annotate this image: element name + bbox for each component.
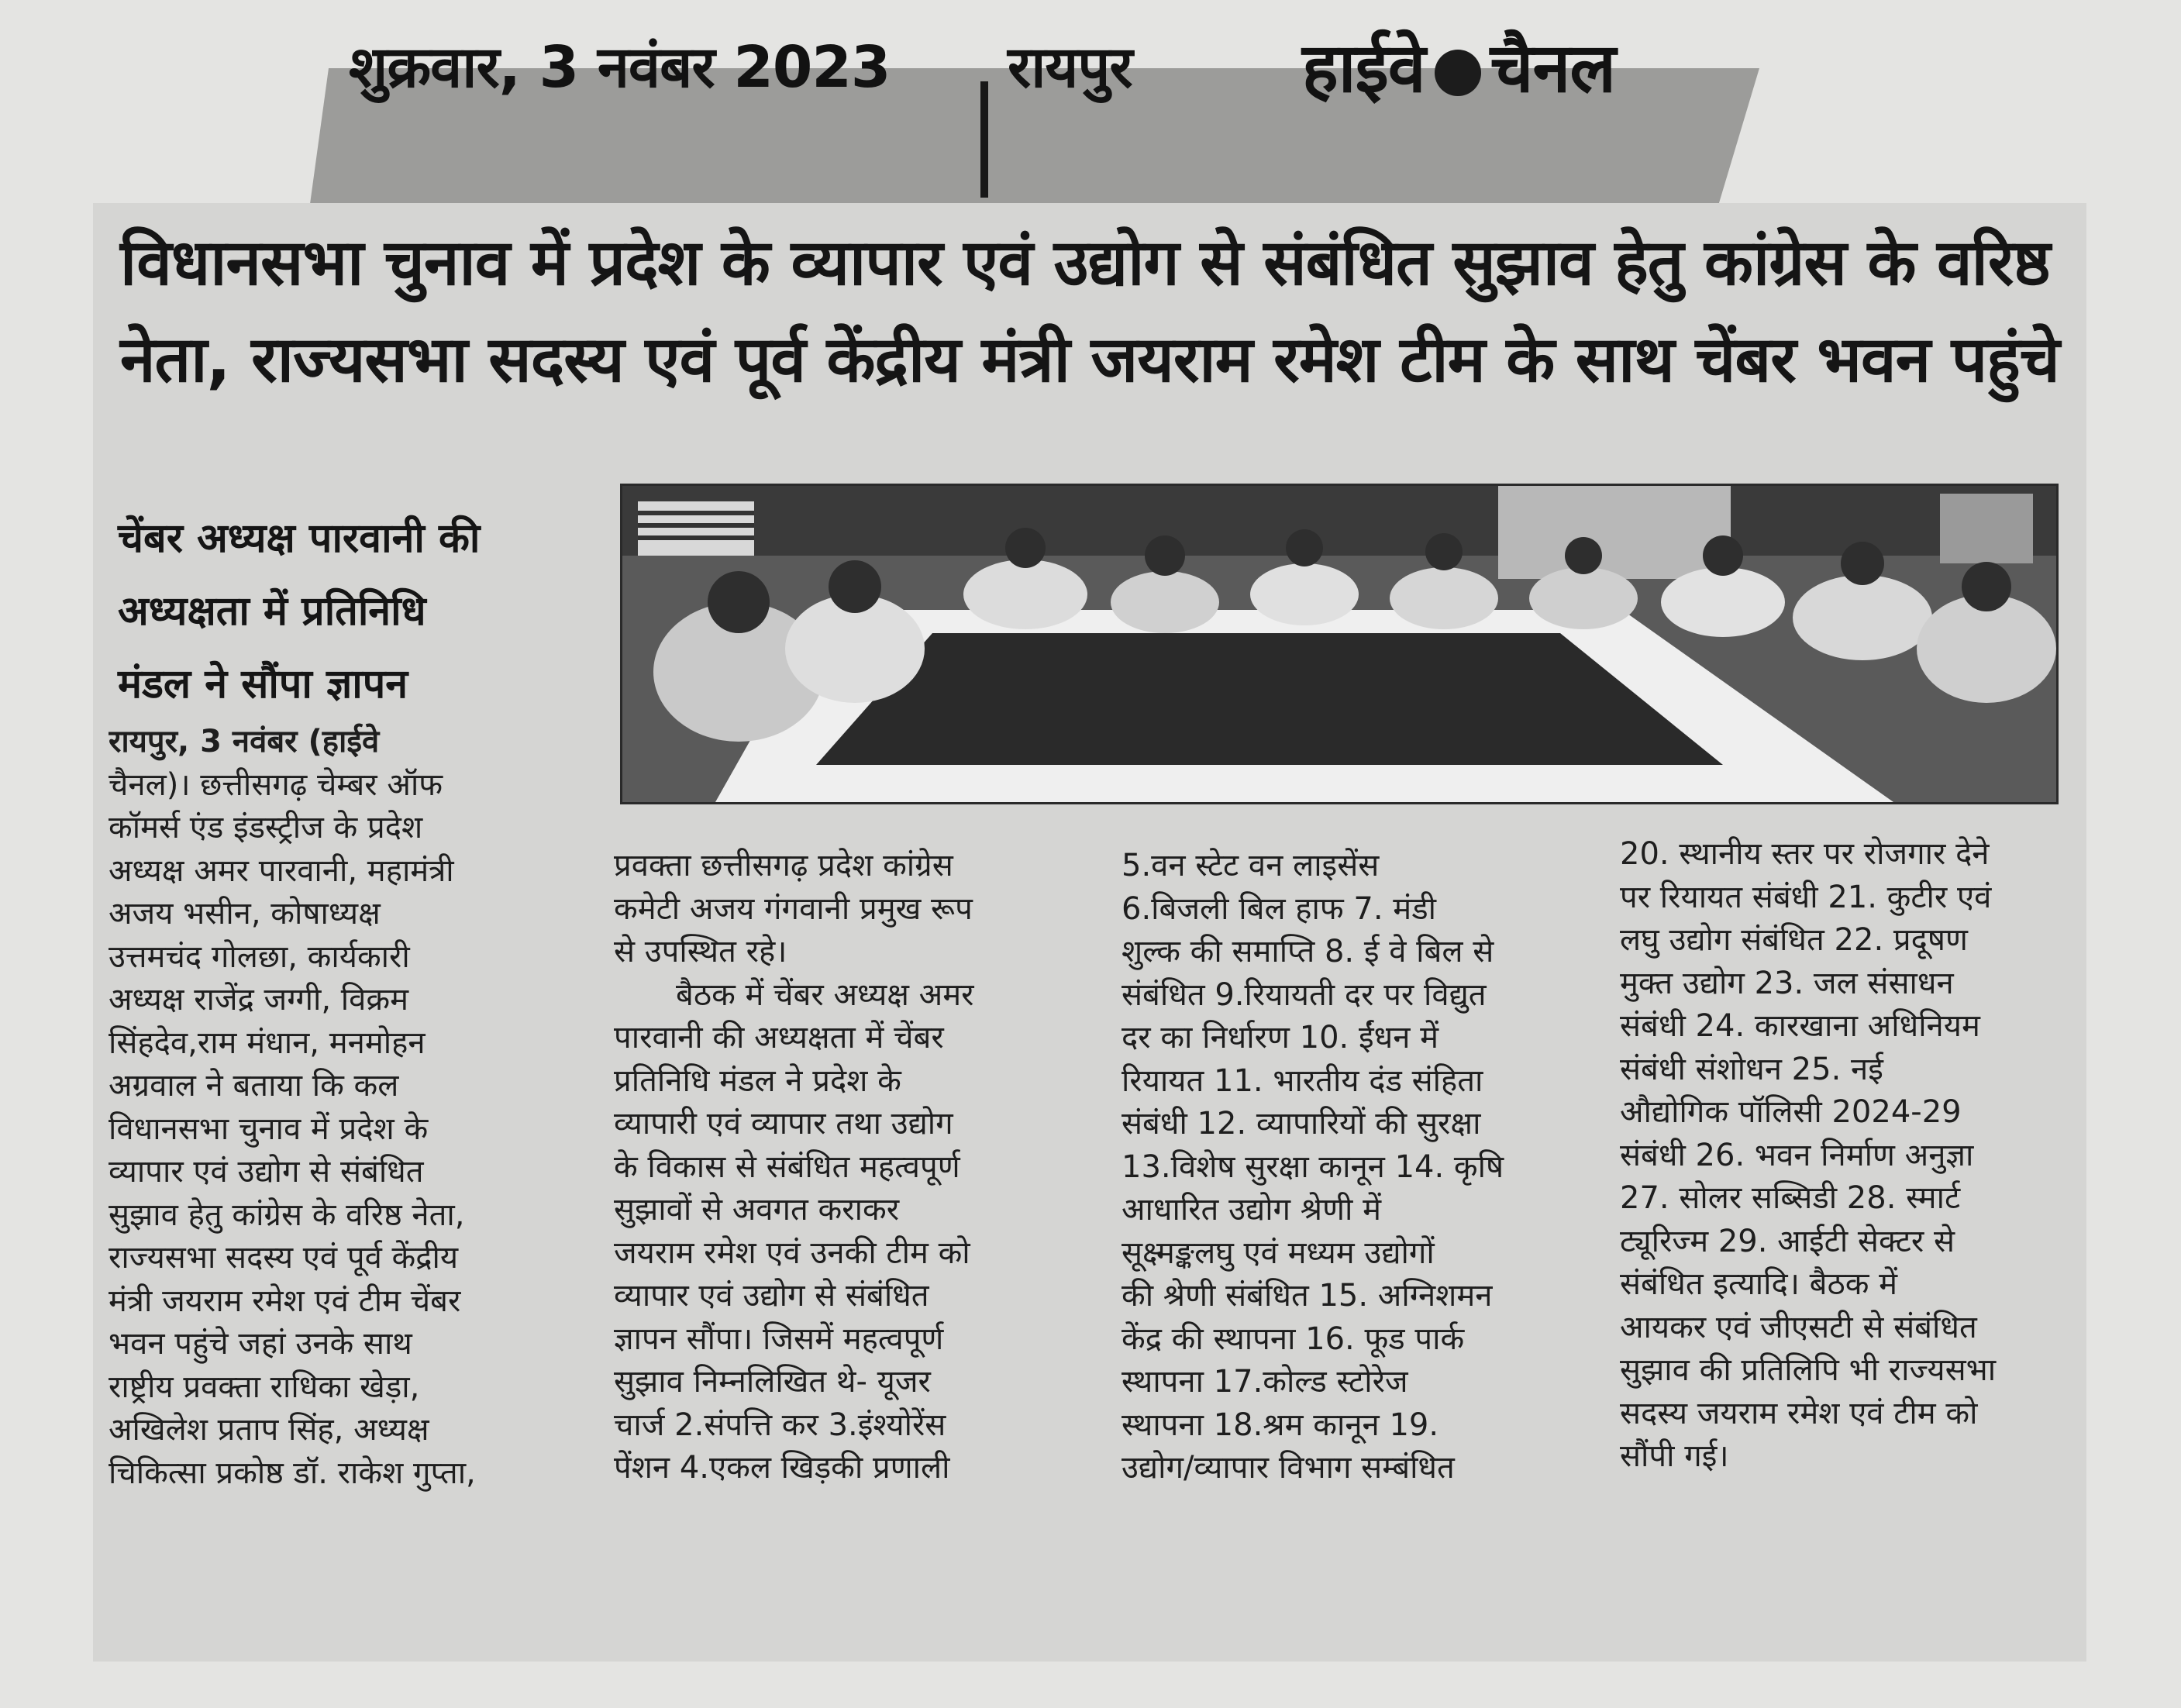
column-line: सुझाव निम्नलिखित थे- यूजर bbox=[614, 1364, 931, 1400]
column-line: कमेटी अजय गंगवानी प्रमुख रूप bbox=[614, 890, 973, 927]
column-line: चिकित्सा प्रकोष्ठ डॉ. राकेश गुप्ता, bbox=[109, 1455, 476, 1491]
column-line: मुक्त उद्योग 23. जल संसाधन bbox=[1620, 965, 1954, 1001]
column-line: चार्ज 2.संपत्ति कर 3.इंश्योरेंस bbox=[614, 1407, 946, 1443]
column-line: स्थापना 18.श्रम कानून 19. bbox=[1122, 1407, 1439, 1443]
column-line: पेंशन 4.एकल खिड़की प्रणाली bbox=[614, 1450, 950, 1486]
dateline: रायपुर, 3 नवंबर (हाईवे bbox=[109, 724, 380, 759]
column-line: पर रियायत संबंधी 21. कुटीर एवं bbox=[1620, 879, 1992, 915]
column-line: राष्ट्रीय प्रवक्ता राधिका खेड़ा, bbox=[109, 1369, 420, 1405]
column-line: सौंपी गई। bbox=[1620, 1438, 1729, 1474]
article-column-1 bbox=[109, 721, 574, 1495]
column-line: सुझाव हेतु कांग्रेस के वरिष्ठ नेता, bbox=[109, 1197, 465, 1233]
column-line: उत्तमचंद गोलछा, कार्यकारी bbox=[109, 938, 410, 975]
column-line: औद्योगिक पॉलिसी 2024-29 bbox=[1620, 1094, 1962, 1130]
column-line: भवन पहुंचे जहां उनके साथ bbox=[109, 1326, 412, 1362]
column-line: कॉमर्स एंड इंडस्ट्रीज के प्रदेश bbox=[109, 810, 423, 845]
column-line: प्रतिनिधि मंडल ने प्रदेश के bbox=[614, 1062, 901, 1099]
column-line: आधारित उद्योग श्रेणी में bbox=[1122, 1192, 1382, 1228]
column-line: सिंहदेव,राम मंधान, मनमोहन bbox=[109, 1024, 426, 1061]
column-line: बैठक में चेंबर अध्यक्ष अमर bbox=[676, 976, 974, 1013]
column-line: 27. सोलर सब्सिडी 28. स्मार्ट bbox=[1620, 1180, 1961, 1216]
column-line: संबंधी 12. व्यापारियों की सुरक्षा bbox=[1122, 1106, 1481, 1142]
column-line: अध्यक्ष अमर पारवानी, महामंत्री bbox=[109, 852, 454, 889]
column-line: अखिलेश प्रताप सिंह, अध्यक्ष bbox=[109, 1412, 429, 1448]
column-line: 5.वन स्टेट वन लाइसेंस bbox=[1122, 848, 1380, 883]
column-line: व्यापारी एवं व्यापार तथा उद्योग bbox=[614, 1106, 953, 1142]
meeting-photo-image bbox=[622, 486, 2056, 802]
headline-line-1: विधानसभा चुनाव में प्रदेश के व्यापार एवं उद्योग से संबंधित सुझाव हेतु कांग्रेस के वरिष्ठ bbox=[120, 226, 2050, 300]
article-column-2 bbox=[614, 845, 1079, 1490]
column-line: विधानसभा चुनाव में प्रदेश के bbox=[109, 1111, 429, 1147]
column-line: 20. स्थानीय स्तर पर रोजगार देने bbox=[1620, 836, 1990, 872]
pen-logo-icon bbox=[1435, 50, 1481, 96]
column-line: सदस्य जयराम रमेश एवं टीम को bbox=[1620, 1395, 1978, 1431]
column-line: 6.बिजली बिल हाफ 7. मंडी bbox=[1122, 890, 1436, 927]
column-line: सुझाव की प्रतिलिपि भी राज्यसभा bbox=[1620, 1352, 1997, 1388]
subhead-line: चेंबर अध्यक्ष पारवानी की bbox=[118, 515, 481, 562]
article-column-4 bbox=[1620, 833, 2085, 1479]
column-line: ट्यूरिज्म 29. आईटी सेक्टर से bbox=[1620, 1223, 1955, 1259]
masthead-brand bbox=[1302, 0, 1615, 136]
column-line: केंद्र की स्थापना 16. फूड पार्क bbox=[1122, 1321, 1465, 1357]
column-line: सुझावों से अवगत कराकर bbox=[614, 1192, 900, 1228]
subhead-line: अध्यक्षता में प्रतिनिधि bbox=[118, 588, 426, 635]
column-line: ज्ञापन सौंपा। जिसमें महत्वपूर्ण bbox=[614, 1321, 944, 1357]
column-line: संबंधित इत्यादि। बैठक में bbox=[1620, 1266, 1898, 1302]
column-line: से उपस्थित रहे। bbox=[614, 934, 787, 969]
column-line: उद्योग/व्यापार विभाग सम्बंधित bbox=[1122, 1450, 1455, 1486]
column-line: जयराम रमेश एवं उनकी टीम को bbox=[614, 1235, 970, 1271]
column-line: आयकर एवं जीएसटी से संबंधित bbox=[1620, 1309, 1977, 1345]
masthead-city: रायपुर bbox=[1008, 34, 1132, 101]
column-line: मंत्री जयराम रमेश एवं टीम चेंबर bbox=[109, 1283, 461, 1319]
brand-word-left: हाईवे bbox=[1302, 28, 1425, 108]
column-line: राज्यसभा सदस्य एवं पूर्व केंद्रीय bbox=[109, 1240, 459, 1276]
column-line: की श्रेणी संबंधित 15. अग्निशमन bbox=[1122, 1278, 1493, 1314]
column-line: अध्यक्ष राजेंद्र जग्गी, विक्रम bbox=[109, 982, 409, 1018]
column-line: स्थापना 17.कोल्ड स्टोरेज bbox=[1122, 1364, 1408, 1400]
column-line: अजय भसीन, कोषाध्यक्ष bbox=[109, 896, 381, 931]
column-line: प्रवक्ता छत्तीसगढ़ प्रदेश कांग्रेस bbox=[614, 848, 953, 883]
column-line: शुल्क की समाप्ति 8. ई वे बिल से bbox=[1122, 934, 1494, 969]
headline-line-2: नेता, राज्यसभा सदस्य एवं पूर्व केंद्रीय मंत्री जयराम रमेश टीम के साथ चेंबर भवन पहुंचे bbox=[120, 323, 2059, 397]
column-line: संबंधी संशोधन 25. नई bbox=[1620, 1051, 1883, 1087]
meeting-photo bbox=[620, 484, 2059, 804]
column-line: अग्रवाल ने बताया कि कल bbox=[109, 1068, 399, 1104]
column-line: लघु उद्योग संबंधित 22. प्रदूषण bbox=[1620, 922, 1968, 958]
masthead-divider bbox=[980, 81, 988, 198]
column-line: सूक्ष्मङ्कलघु एवं मध्यम उद्योगों bbox=[1122, 1235, 1435, 1271]
brand-word-right: चैनल bbox=[1490, 28, 1616, 108]
column-line: संबंधित 9.रियायती दर पर विद्युत bbox=[1122, 976, 1487, 1013]
column-line: पारवानी की अध्यक्षता में चेंबर bbox=[614, 1020, 944, 1055]
column-line: रियायत 11. भारतीय दंड संहिता bbox=[1122, 1062, 1483, 1099]
masthead-date: शुक्रवार, 3 नवंबर 2023 bbox=[349, 34, 891, 101]
column-line: चैनल)। छत्तीसगढ़ चेम्बर ऑफ bbox=[109, 766, 443, 803]
column-line: व्यापार एवं उद्योग से संबंधित bbox=[109, 1154, 424, 1190]
subheadline bbox=[118, 502, 583, 721]
column-line: के विकास से संबंधित महत्वपूर्ण bbox=[614, 1148, 960, 1185]
article-column-3 bbox=[1122, 845, 1587, 1490]
column-line: संबंधी 26. भवन निर्माण अनुज्ञा bbox=[1620, 1137, 1974, 1173]
column-line: व्यापार एवं उद्योग से संबंधित bbox=[614, 1278, 929, 1314]
column-line: संबंधी 24. कारखाना अधिनियम bbox=[1620, 1008, 1980, 1044]
column-line: दर का निर्धारण 10. ईंधन में bbox=[1122, 1020, 1439, 1055]
subhead-line: मंडल ने सौंपा ज्ञापन bbox=[118, 661, 408, 708]
column-line: 13.विशेष सुरक्षा कानून 14. कृषि bbox=[1122, 1148, 1504, 1185]
